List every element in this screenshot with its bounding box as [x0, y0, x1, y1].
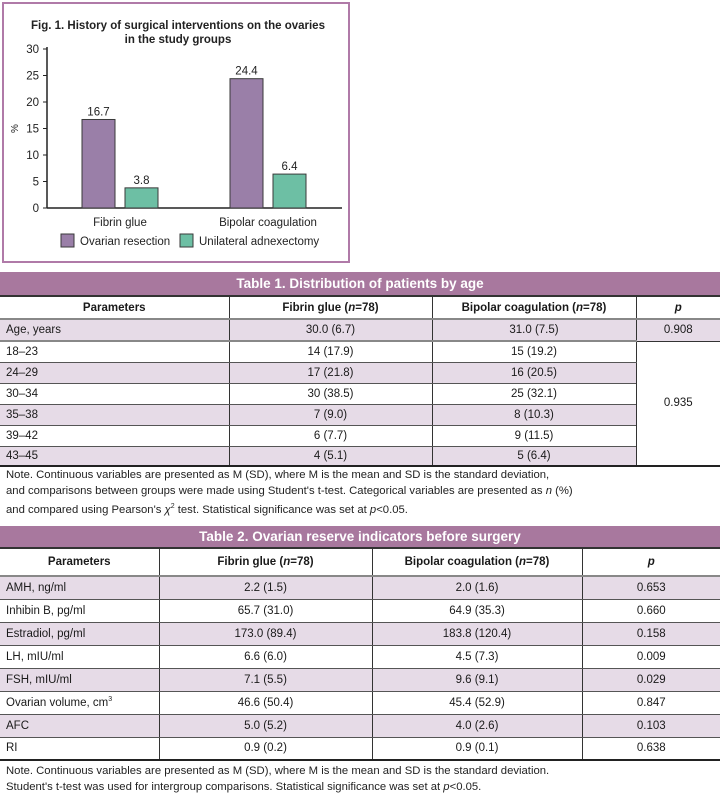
row-fibrin: 17 (21.8)	[229, 362, 432, 383]
row-parameter: Estradiol, pg/ml	[0, 622, 159, 645]
row-parameter: Ovarian volume, $cm^3$	[0, 691, 159, 714]
row-bipolar: 183.8 (120.4)	[372, 622, 582, 645]
table-row	[0, 599, 720, 622]
row-bipolar: 64.9 (35.3)	[372, 599, 582, 622]
y-axis-label: %	[10, 124, 21, 133]
row-parameter: 43–45	[0, 446, 229, 466]
figure-title-line1: Fig. 1. History of surgical interventions on the ovaries	[31, 20, 325, 32]
legend-swatch-unilateral-adnexectomy	[180, 234, 193, 247]
bar-unilateral-adnexectomy	[273, 174, 306, 208]
row-bipolar: 9.6 (9.1)	[372, 668, 582, 691]
table2	[0, 549, 720, 761]
row-bipolar: 2.0 (1.6)	[372, 576, 582, 599]
table-row	[0, 691, 720, 714]
table-row	[0, 341, 720, 362]
row-fibrin: 5.0 (5.2)	[159, 714, 372, 737]
row-parameter: AMH, ng/ml	[0, 576, 159, 599]
table1-note-line2: and comparisons between groups were made using Student's t-test. Categorical variables are presented as n (%)	[6, 485, 573, 497]
row-fibrin: 30.0 (6.7)	[229, 319, 432, 341]
row-fibrin: 6 (7.7)	[229, 425, 432, 446]
y-tick-label: 5	[32, 176, 39, 189]
table1-note-line1: Note. Continuous variables are presented as M (SD), where M is the mean and SD is the standard deviation,	[6, 469, 550, 481]
row-p: 0.158	[582, 622, 720, 645]
table2-header-parameters: Parameters	[0, 549, 159, 576]
table-row	[0, 668, 720, 691]
row-fibrin: 7.1 (5.5)	[159, 668, 372, 691]
row-bipolar: 4.5 (7.3)	[372, 645, 582, 668]
x-tick-label: Bipolar coagulation	[219, 217, 317, 229]
y-tick-label: 30	[26, 44, 39, 56]
row-parameter: 18–23	[0, 341, 229, 362]
table2-title: Table 2. Ovarian reserve indicators before surgery	[0, 526, 720, 549]
table-row	[0, 446, 720, 466]
table2-header-row	[0, 549, 720, 576]
table-row	[0, 425, 720, 446]
table-row	[0, 362, 720, 383]
figure-title-line2: in the study groups	[124, 34, 232, 46]
legend-label: Ovarian resection	[80, 236, 171, 248]
table1	[0, 297, 720, 467]
row-fibrin: 0.9 (0.2)	[159, 737, 372, 760]
row-parameter: LH, mIU/ml	[0, 645, 159, 668]
table1-header-parameters: Parameters	[0, 297, 229, 319]
row-parameter: FSH, mIU/ml	[0, 668, 159, 691]
row-p: 0.638	[582, 737, 720, 760]
row-parameter: AFC	[0, 714, 159, 737]
table2-note	[6, 763, 549, 795]
row-fibrin: 4 (5.1)	[229, 446, 432, 466]
row-bipolar: 9 (11.5)	[432, 425, 636, 446]
table1-header-row	[0, 297, 720, 319]
row-bipolar: 16 (20.5)	[432, 362, 636, 383]
table-row	[0, 319, 720, 341]
row-fibrin: 65.7 (31.0)	[159, 599, 372, 622]
table1-header-fibrin: Fibrin glue (n=78)	[229, 297, 432, 319]
y-tick-label: 20	[26, 97, 39, 109]
table1-header-p: p	[636, 297, 720, 319]
data-label: 16.7	[87, 106, 110, 119]
y-tick-label: 25	[26, 70, 39, 83]
table2-header-p: p	[582, 549, 720, 576]
row-fibrin: 7 (9.0)	[229, 404, 432, 425]
row-p: 0.660	[582, 599, 720, 622]
row-parameter: 35–38	[0, 404, 229, 425]
row-parameter: Age, years	[0, 319, 229, 341]
data-label: 3.8	[133, 174, 150, 187]
row-bipolar: 4.0 (2.6)	[372, 714, 582, 737]
bar-ovarian-resection	[230, 79, 263, 208]
table2-note-line1: Note. Continuous variables are presented as M (SD), where M is the mean and SD is the standard deviation.	[6, 765, 550, 777]
table-row	[0, 645, 720, 668]
table2-note-line2: Student's t-test was used for intergroup comparisons. Statistical significance was set at p<0.05.	[6, 781, 482, 793]
row-p: 0.653	[582, 576, 720, 599]
table1-title: Table 1. Distribution of patients by age	[0, 272, 720, 297]
table-row	[0, 576, 720, 599]
table-row	[0, 737, 720, 760]
table1-note-line3: and compared using Pearson's $\chi^2$ test. Statistical significance was set at p<0.05.	[6, 503, 408, 516]
legend-label: Unilateral adnexectomy	[199, 236, 320, 248]
age-groups-p: 0.935	[636, 341, 720, 466]
row-bipolar: 31.0 (7.5)	[432, 319, 636, 341]
row-parameter: 39–42	[0, 425, 229, 446]
row-fibrin: 46.6 (50.4)	[159, 691, 372, 714]
table-row	[0, 404, 720, 425]
row-fibrin: 6.6 (6.0)	[159, 645, 372, 668]
row-parameter: Inhibin B, pg/ml	[0, 599, 159, 622]
table-row	[0, 622, 720, 645]
figure-1	[2, 2, 350, 263]
row-bipolar: 0.9 (0.1)	[372, 737, 582, 760]
table1-note	[6, 467, 573, 518]
row-fibrin: 173.0 (89.4)	[159, 622, 372, 645]
legend-swatch-ovarian-resection	[61, 234, 74, 247]
bar-chart	[4, 4, 350, 261]
row-p: 0.908	[636, 319, 720, 341]
table-row	[0, 714, 720, 737]
row-fibrin: 2.2 (1.5)	[159, 576, 372, 599]
y-tick-label: 15	[26, 123, 39, 136]
table1-header-bipolar: Bipolar coagulation (n=78)	[432, 297, 636, 319]
row-bipolar: 25 (32.1)	[432, 383, 636, 404]
y-tick-label: 0	[32, 203, 39, 215]
row-p: 0.103	[582, 714, 720, 737]
row-p: 0.029	[582, 668, 720, 691]
x-tick-label: Fibrin glue	[93, 217, 147, 229]
data-label: 6.4	[281, 161, 298, 174]
bar-unilateral-adnexectomy	[125, 188, 158, 208]
y-tick-label: 10	[26, 150, 39, 162]
row-fibrin: 30 (38.5)	[229, 383, 432, 404]
row-bipolar: 8 (10.3)	[432, 404, 636, 425]
row-bipolar: 15 (19.2)	[432, 341, 636, 362]
row-p: 0.009	[582, 645, 720, 668]
row-p: 0.847	[582, 691, 720, 714]
row-parameter: 30–34	[0, 383, 229, 404]
bar-ovarian-resection	[82, 119, 115, 208]
data-label: 24.4	[235, 65, 258, 78]
row-parameter: RI	[0, 737, 159, 760]
table2-header-bipolar: Bipolar coagulation (n=78)	[372, 549, 582, 576]
row-parameter: 24–29	[0, 362, 229, 383]
row-bipolar: 45.4 (52.9)	[372, 691, 582, 714]
table-row	[0, 383, 720, 404]
row-bipolar: 5 (6.4)	[432, 446, 636, 466]
table2-header-fibrin: Fibrin glue (n=78)	[159, 549, 372, 576]
row-fibrin: 14 (17.9)	[229, 341, 432, 362]
